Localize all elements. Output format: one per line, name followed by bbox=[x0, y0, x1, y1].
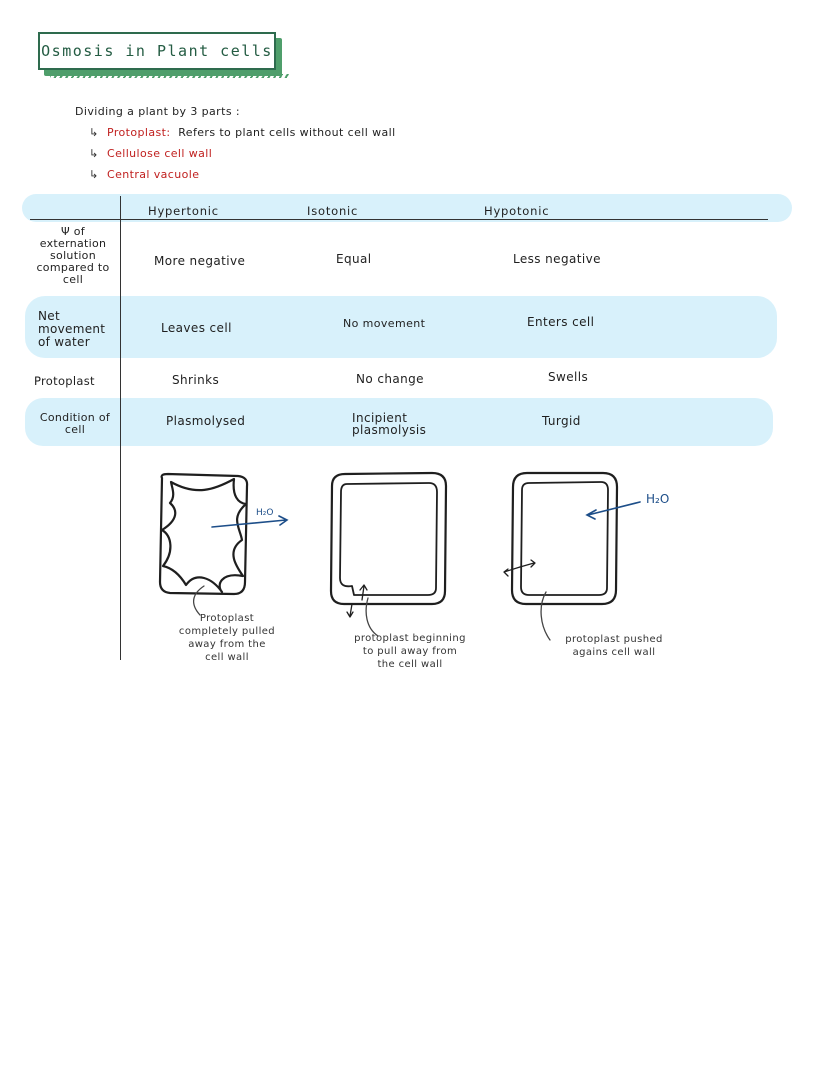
cell-hypotonic-protoplast: Swells bbox=[548, 370, 589, 384]
water-label-in: H₂O bbox=[646, 492, 670, 506]
caption-turgid bbox=[556, 633, 672, 659]
caption-line: Protoplast bbox=[199, 613, 255, 624]
water-label-out: H₂O bbox=[256, 508, 274, 518]
row-label-net-movement: Net movement of water bbox=[38, 309, 106, 349]
part-desc: Refers to plant cells without cell wall bbox=[178, 126, 396, 139]
part-term: Cellulose cell wall bbox=[107, 147, 213, 160]
arrow-icon: ↳ bbox=[89, 147, 99, 160]
column-header-hypertonic: Hypertonic bbox=[148, 204, 219, 218]
cell-isotonic-condition: Incipient plasmolysis bbox=[352, 411, 427, 437]
caption-line: cell wall bbox=[205, 652, 249, 663]
water-arrow-out bbox=[212, 516, 287, 527]
cell-hypotonic-net-movement: Enters cell bbox=[527, 315, 595, 329]
caption-line: protoplast pushed bbox=[565, 634, 663, 645]
cell-isotonic-net-movement: No movement bbox=[343, 317, 426, 330]
cell-hypertonic-condition: Plasmolysed bbox=[166, 414, 246, 428]
intro-heading: Dividing a plant by 3 parts : bbox=[75, 105, 240, 118]
cell-hypertonic-net-movement: Leaves cell bbox=[161, 321, 232, 335]
row-label-condition: Condition of cell bbox=[39, 411, 111, 436]
caption-line: the cell wall bbox=[377, 659, 443, 670]
caption-line: to pull away from bbox=[362, 646, 458, 657]
caption-plasmolysed bbox=[172, 612, 282, 664]
caption-line: away from the bbox=[188, 639, 266, 650]
column-header-isotonic: Isotonic bbox=[307, 204, 359, 218]
plasmolysed-cell-diagram bbox=[160, 474, 247, 594]
part-term: Protoplast: bbox=[107, 126, 171, 139]
incipient-plasmolysis-cell-diagram bbox=[331, 473, 446, 617]
cell-isotonic-protoplast: No change bbox=[356, 372, 424, 386]
row-label-protoplast: Protoplast bbox=[34, 374, 95, 388]
column-header-hypotonic: Hypotonic bbox=[484, 204, 550, 218]
water-arrow-in bbox=[587, 502, 640, 519]
row-label-water-potential: Ψ of externation solution compared to cell bbox=[36, 225, 110, 286]
cell-hypotonic-water-potential: Less negative bbox=[513, 252, 601, 266]
arrow-icon: ↳ bbox=[89, 126, 99, 139]
caption-line: protoplast beginning bbox=[354, 633, 466, 644]
caption-line: agains cell wall bbox=[572, 647, 656, 658]
cell-hypotonic-condition: Turgid bbox=[542, 414, 581, 428]
arrow-icon: ↳ bbox=[89, 168, 99, 181]
part-term: Central vacuole bbox=[107, 168, 200, 181]
cell-isotonic-water-potential: Equal bbox=[336, 252, 372, 266]
turgid-cell-diagram bbox=[504, 473, 617, 604]
cell-hypertonic-water-potential: More negative bbox=[154, 254, 246, 268]
caption-incipient bbox=[348, 632, 472, 671]
page-title: Osmosis in Plant cells bbox=[38, 32, 276, 70]
caption-line: completely pulled bbox=[178, 626, 276, 637]
cell-hypertonic-protoplast: Shrinks bbox=[172, 373, 220, 387]
